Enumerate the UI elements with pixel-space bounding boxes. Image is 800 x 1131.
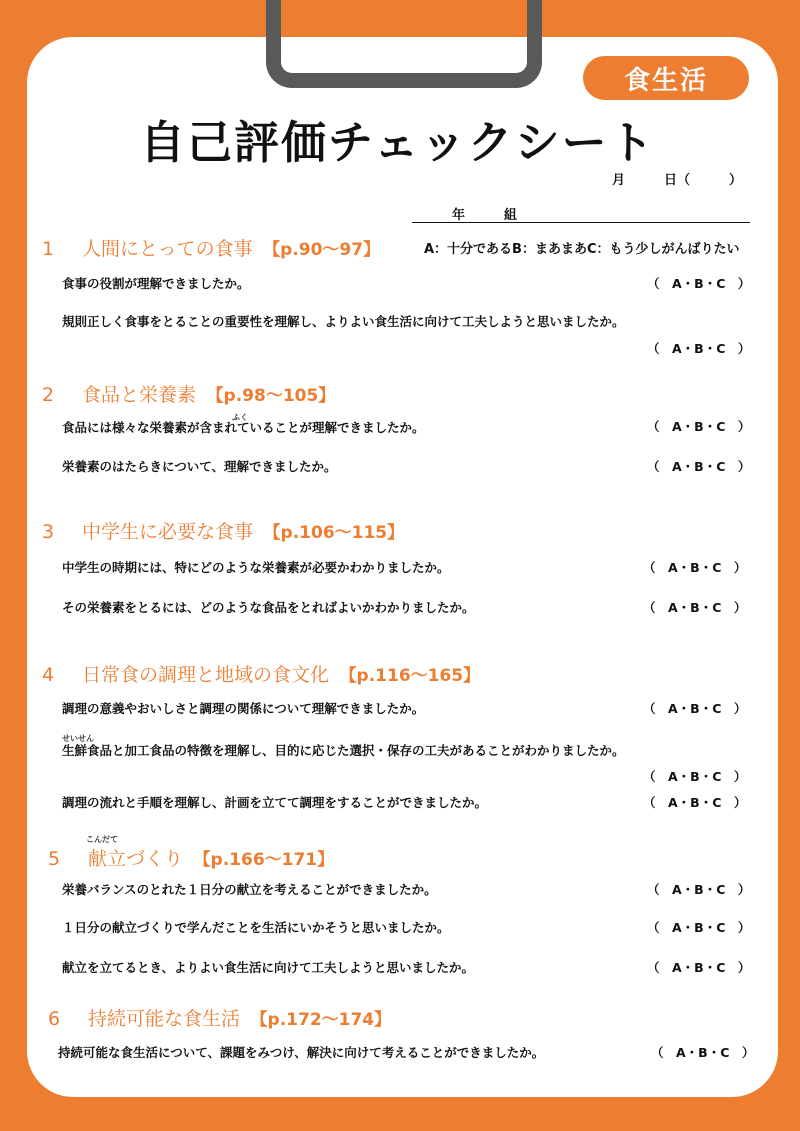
rating-choice-4-2[interactable]: （ A・B・C ） [643,769,747,784]
section-title: 食品と栄養素 [82,384,197,406]
rating-choice-5-1[interactable]: （ A・B・C ） [647,882,751,897]
section-4-heading [42,660,480,687]
section-6-heading [48,1004,391,1031]
question-3-2: その栄養素をとるには、どのような食品をとればよいかわかりましたか。 [62,600,475,615]
section-title: 献立づくり [88,848,184,870]
section-pages: 【p.106〜115】 [272,523,405,543]
rating-choice-5-2[interactable]: （ A・B・C ） [647,920,751,935]
category-badge: 食生活 [583,56,749,100]
question-4-3: 調理の流れと手順を理解し、計画を立てて調理をすることができましたか。 [62,795,488,810]
question-1-2: 規則正しく食事をとることの重要性を理解し、よりよい食生活に向けて工夫しようと思いましたか。 [62,314,625,329]
rating-choice-2-1[interactable]: （ A・B・C ） [647,419,751,434]
rating-choice-3-1[interactable]: （ A・B・C ） [643,560,747,575]
section-pages: 【p.116〜165】 [348,666,481,686]
section-title: 人間にとっての食事 [82,238,253,260]
section-title: 中学生に必要な食事 [82,521,254,543]
clipboard-clip [266,0,542,88]
section-5-heading [48,844,334,871]
section-pages: 【p.90〜97】 [271,240,381,260]
ruby-seisen: せいせん [62,734,94,743]
ruby-kondate: こんだて [86,835,118,844]
section-number: 4 [42,664,55,686]
rating-choice-1-2[interactable]: （ A・B・C ） [647,341,751,356]
question-6-1: 持続可能な食生活について、課題をみつけ、解決に向けて考えることができましたか。 [58,1045,545,1060]
ruby-fukumu: ふく [232,413,248,422]
rating-choice-6-1[interactable]: （ A・B・C ） [651,1045,755,1060]
section-pages: 【p.172〜174】 [259,1010,392,1030]
rating-choice-4-3[interactable]: （ A・B・C ） [643,795,747,810]
rating-choice-1-1[interactable]: （ A・B・C ） [647,276,751,291]
page-title: 自己評価チェックシート [140,116,656,169]
section-number: 6 [48,1008,61,1030]
section-2-heading [42,380,335,407]
question-5-3: 献立を立てるとき、よりよい食生活に向けて工夫しようと思いましたか。 [62,960,475,975]
question-5-2: １日分の献立づくりで学んだことを生活にいかそうと思いましたか。 [62,920,450,935]
section-number: 1 [42,238,55,260]
question-4-2: 生鮮食品と加工食品の特徴を理解し、目的に応じた選択・保存の工夫があることがわかりましたか。 [62,743,625,758]
rating-choice-4-1[interactable]: （ A・B・C ） [643,701,747,716]
section-title: 日常食の調理と地域の食文化 [82,664,330,686]
question-4-1: 調理の意義やおいしさと調理の関係について理解できましたか。 [62,701,425,716]
class-field: 年 組 [412,204,750,223]
date-field: 月 日（ ） [612,173,743,188]
section-pages: 【p.98〜105】 [215,386,336,406]
question-1-1: 食事の役割が理解できましたか。 [62,276,250,291]
section-title: 持続可能な食生活 [88,1008,241,1030]
section-number: 3 [42,521,55,543]
rating-legend: A：十分であるB：まあまあC：もう少しがんばりたい [424,242,740,257]
question-2-2: 栄養素のはたらきについて、理解できましたか。 [62,459,337,474]
question-3-1: 中学生の時期には、特にどのような栄養素が必要かわかりましたか。 [62,560,450,575]
section-number: 2 [42,384,55,406]
rating-choice-3-2[interactable]: （ A・B・C ） [643,600,747,615]
section-number: 5 [48,848,61,870]
question-2-1: 食品には様々な栄養素が含まれていることが理解できましたか。 [62,420,425,435]
section-pages: 【p.166〜171】 [202,850,335,870]
section-3-heading [42,517,404,544]
rating-choice-2-2[interactable]: （ A・B・C ） [647,459,751,474]
section-1-heading [42,234,380,261]
question-5-1: 栄養バランスのとれた１日分の献立を考えることができましたか。 [62,882,437,897]
rating-choice-5-3[interactable]: （ A・B・C ） [647,960,751,975]
